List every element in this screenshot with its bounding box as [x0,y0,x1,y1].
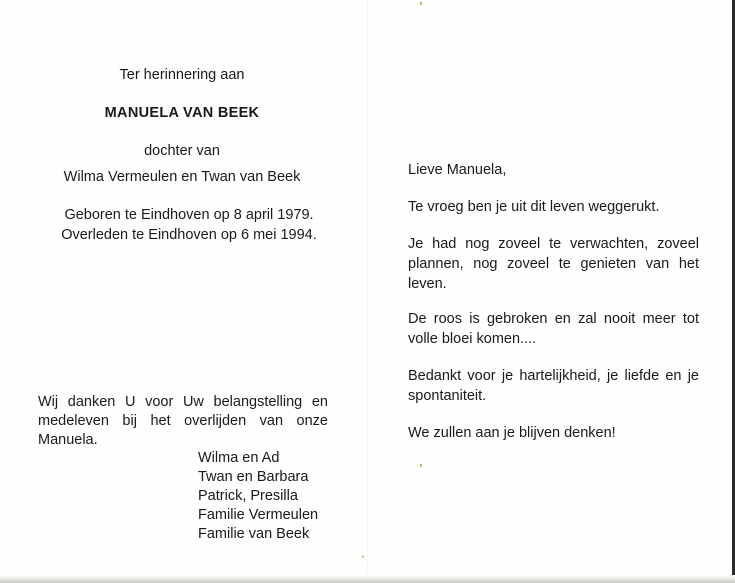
salutation: Lieve Manuela, [408,162,507,178]
deceased-name: MANUELA VAN BEEK [104,105,260,121]
birth-line: Geboren te Eindhoven op 8 april 1979. [64,207,314,223]
signer: Twan en Barbara [198,469,309,485]
signer: Familie Vermeulen [198,507,319,523]
thanks-text: Wij danken U voor Uw belangstelling en medeleven bij het overlijden van onze Manuela. [38,394,328,448]
signer: Wilma en Ad [198,450,280,466]
signer: Familie van Beek [198,526,310,542]
right-panel [408,0,699,583]
signers-list [198,449,318,544]
relation-text: dochter van [144,143,220,159]
poem-paragraph: Bedankt voor je hartelijkheid, je liefde en je spontaniteit. [408,368,699,404]
poem-paragraph: Je had nog zoveel te verwachten, zoveel plannen, nog zoveel te genieten van het leven. [408,236,699,292]
poem-paragraph: Te vroeg ben je uit dit leven weggerukt. [408,199,660,215]
poem-paragraph: De roos is gebroken en zal nooit meer tot volle bloei komen.... [408,311,699,347]
card-fold [367,0,368,583]
parents-names: Wilma Vermeulen en Twan van Beek [63,169,301,185]
death-line: Overleden te Eindhoven op 6 mei 1994. [61,227,317,243]
left-panel [0,0,367,583]
signer: Patrick, Presilla [198,488,298,504]
poem-paragraph: We zullen aan je blijven denken! [408,425,616,441]
intro-text: Ter herinnering aan [119,67,245,83]
